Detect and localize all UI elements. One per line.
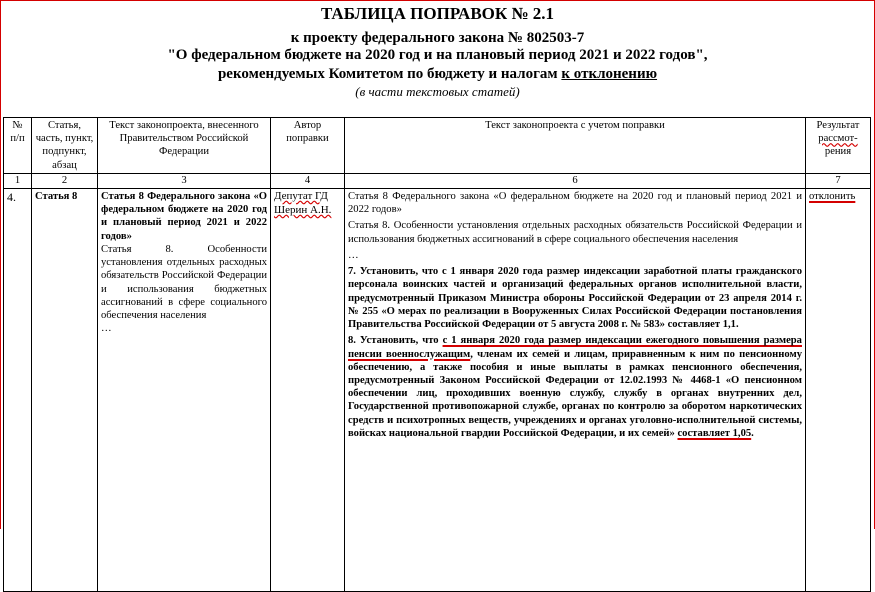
original-heading: Статья 8 Федерального закона «О федеральном бюджете на 2020 год и плановый период 2021 и 2022 годов» xyxy=(101,190,267,242)
row-result xyxy=(806,188,871,591)
law-title: "О федеральном бюджете на 2020 год и на плановый период 2021 и 2022 годов", xyxy=(167,47,708,63)
row-original-text xyxy=(98,188,271,591)
col-header-author: Автор поправки xyxy=(271,118,345,174)
column-numbers-row xyxy=(4,173,871,188)
highlighted-indexation: с 1 января 2020 года размер индексации ежегодного повышения размера пенсии военнослужащим xyxy=(348,335,802,360)
amended-point-8: 8. Установить, что с 1 января 2020 года размер индексации ежегодного повышения размера пенсии военнослужащим, членам их семей и лицам, приравненным к ним по пенсионному обеспечению, а также пособия и иные выплаты в рамках пенсионного обеспечения, предусмотренный Законом Российской Федерации от 12.02.1993 № 4468-1 «О пенсионном обеспечении лиц, проходивших военную службу, службу в органах внутренних дел, Государственной противопожарной службе, органах по контролю за оборотом наркотических средств и психотропных веществ, учреждениях и органах уголовно-исполнительной системы, войсках национальной гвардии Российской Федерации, и их семей» составляет 1,05. xyxy=(348,335,802,439)
amended-ellipsis: … xyxy=(348,249,359,261)
amended-heading: Статья 8 Федерального закона «О федеральном бюджете на 2020 год и плановый период 2021 и 2022 годов» xyxy=(348,190,802,216)
row-number: 4. xyxy=(4,188,32,591)
amendments-table xyxy=(3,117,871,592)
committee-line: рекомендуемых Комитетом по бюджету и налогам к отклонению xyxy=(217,66,658,82)
col-number: 2 xyxy=(32,173,98,188)
highlighted-coefficient: составляет 1,05 xyxy=(677,427,752,439)
col-header-result: Результат рассмот- рения xyxy=(806,118,871,174)
document-subtitle: к проекту федерального закона № 802503-7 xyxy=(290,30,585,46)
row-article: Статья 8 xyxy=(32,188,98,591)
amended-article-text: Статья 8. Особенности установления отдельных расходных обязательств Российской Федерации и использования бюджетных ассигнований в сфере социального обеспечения населения xyxy=(348,220,802,245)
col-number: 7 xyxy=(806,173,871,188)
amended-point-7: 7. Установить, что с 1 января 2020 года размер индексации заработной платы гражданского персонала воинских частей и организаций федеральных органов исполнительной власти, предусмотренный Приказом Министра обороны Российской Федерации от 23 апреля 2014 г. № 255 «О мерах по реализации в Вооруженных Силах Российской Федерации постановления Правительства Российской Федерации от 5 августа 2008 г. № 583» составляет 1,1. xyxy=(348,266,802,331)
col-number: 1 xyxy=(4,173,32,188)
col-header-number: № п/п xyxy=(4,118,32,174)
col-number: 4 xyxy=(271,173,345,188)
col-header-article: Статья, часть, пункт, подпункт, абзац xyxy=(32,118,98,174)
document-title: ТАБЛИЦА ПОПРАВОК № 2.1 xyxy=(320,4,555,23)
col-header-amended-text: Текст законопроекта с учетом поправки xyxy=(345,118,806,174)
row-amended-text xyxy=(345,188,806,591)
table-header-row xyxy=(4,118,871,174)
result-value: отклонить xyxy=(809,190,856,202)
col-header-original-text: Текст законопроекта, внесенного Правительством Российской Федерации xyxy=(98,118,271,174)
original-ellipsis: … xyxy=(101,323,112,335)
col-number: 3 xyxy=(98,173,271,188)
table-row xyxy=(4,188,871,591)
scope-note: (в части текстовых статей) xyxy=(355,84,520,99)
original-article-text: Статья 8. Особенности установления отдельных расходных обязательств Российской Федерации и использования бюджетных ассигнований в сфере социального обеспечения населения xyxy=(101,243,267,322)
row-author: Депутат ГД Шерин А.Н. xyxy=(271,188,345,591)
rejection-label: к отклонению xyxy=(561,66,658,82)
col-number: 6 xyxy=(345,173,806,188)
